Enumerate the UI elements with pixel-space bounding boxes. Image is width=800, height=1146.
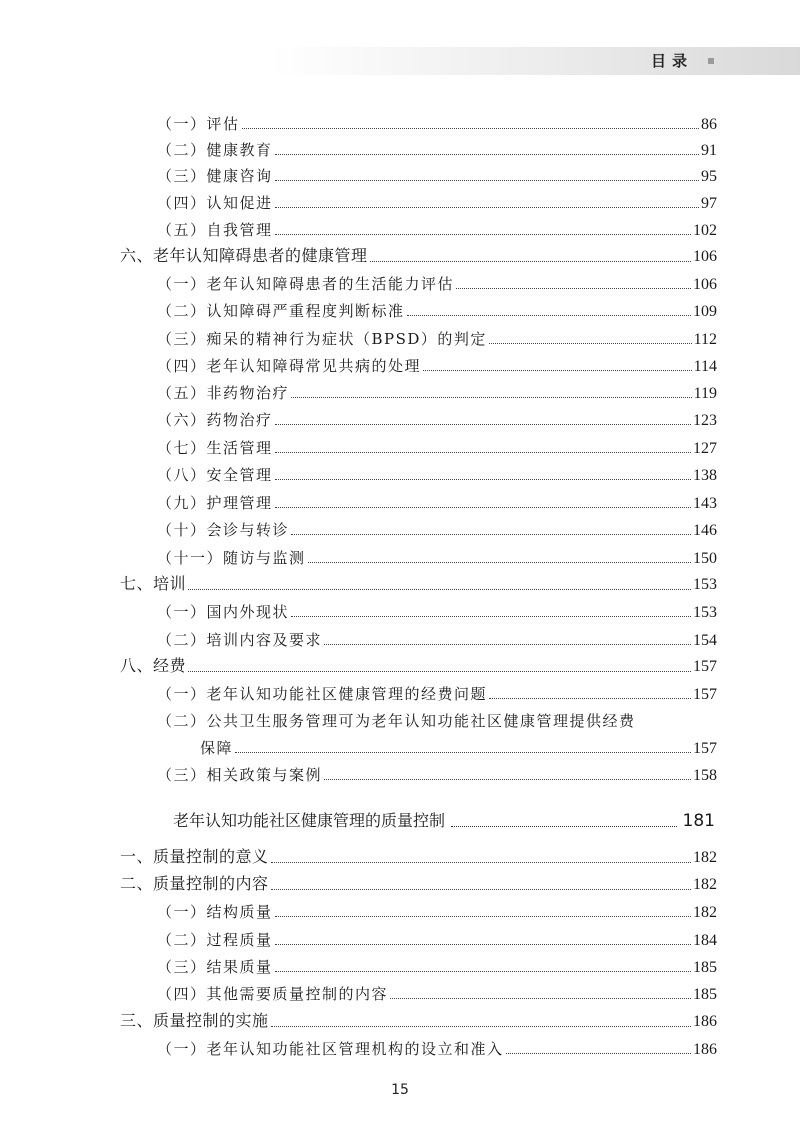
toc-entry-page: 127: [693, 440, 717, 457]
toc-section-page: 181: [682, 811, 715, 831]
toc-entry-title: 二、质量控制的内容: [120, 876, 269, 893]
toc-entry[interactable]: [157, 491, 717, 515]
toc-leader-dots: [275, 506, 691, 508]
toc-entry[interactable]: [157, 381, 717, 405]
toc-entry[interactable]: [157, 272, 717, 296]
toc-entry[interactable]: [157, 164, 717, 188]
toc-entry-page: 153: [693, 604, 717, 621]
toc-entry-page: 143: [693, 495, 717, 512]
toc-leader-dots: [271, 1025, 691, 1027]
toc-entry-page: 119: [693, 385, 717, 402]
toc-leader-dots: [324, 778, 691, 780]
toc-entry[interactable]: [157, 436, 717, 460]
toc-entry[interactable]: [157, 600, 717, 624]
running-header-title: 目录: [651, 52, 694, 70]
toc-entry[interactable]: [157, 682, 717, 706]
toc-entry-page: 158: [693, 767, 717, 784]
toc-entry-title: 六、老年认知障碍患者的健康管理: [120, 248, 368, 265]
toc-entry-page: 106: [693, 276, 717, 293]
toc-entry-page: 97: [701, 195, 717, 212]
toc-entry[interactable]: [157, 546, 717, 570]
toc-entry-title: （二）培训内容及要求: [157, 631, 323, 649]
toc-entry-title: （二）公共卫生服务管理可为老年认知功能社区健康管理提供经费: [157, 712, 636, 730]
toc-entry-title: （三）健康咨询: [157, 167, 273, 185]
toc-entry-title: （八）安全管理: [157, 466, 273, 484]
toc-leader-dots: [271, 888, 691, 890]
toc-leader-dots: [324, 643, 691, 645]
toc-entry-title: 八、经费: [120, 658, 187, 675]
toc-entry-page: 150: [693, 550, 717, 567]
toc-entry-title: （四）认知促进: [157, 194, 273, 212]
toc-entry[interactable]: [157, 1037, 717, 1061]
toc-entry-title: （二）健康教育: [157, 141, 273, 159]
toc-entry[interactable]: [157, 763, 717, 787]
toc-entry-title: （一）评估: [157, 115, 240, 133]
toc-leader-dots: [489, 342, 692, 344]
toc-entry[interactable]: [157, 112, 717, 136]
toc-entry-page: 182: [693, 849, 717, 866]
toc-leader-dots: [489, 697, 691, 699]
toc-entry-continuation[interactable]: [200, 736, 717, 760]
toc-entry[interactable]: [157, 463, 717, 487]
toc-leader-dots: [275, 153, 699, 155]
toc-leader-dots: [451, 826, 677, 827]
toc-entry-title: （六）药物治疗: [157, 411, 273, 429]
toc-chapter-entry[interactable]: [120, 245, 717, 269]
toc-leader-dots: [506, 1052, 691, 1054]
toc-leader-dots: [308, 561, 691, 563]
toc-entry-page: 106: [693, 248, 717, 265]
toc-leader-dots: [291, 396, 692, 398]
toc-leader-dots: [188, 670, 691, 672]
toc-entry-page: 114: [693, 358, 717, 375]
toc-entry-page: 91: [701, 142, 717, 159]
toc-entry-page: 138: [693, 467, 717, 484]
toc-entry[interactable]: [157, 191, 717, 215]
toc-entry-page: 86: [701, 116, 717, 133]
toc-entry-title: （七）生活管理: [157, 439, 273, 457]
toc-entry-page: 102: [693, 222, 717, 239]
toc-leader-dots: [235, 751, 691, 753]
toc-entry[interactable]: [157, 628, 717, 652]
toc-entry[interactable]: [157, 218, 717, 242]
toc-entry-title: （一）老年认知功能社区管理机构的设立和准入: [157, 1040, 504, 1058]
toc-entry-title: （一）国内外现状: [157, 603, 290, 621]
toc-entry[interactable]: [157, 928, 717, 952]
toc-leader-dots: [423, 369, 692, 371]
toc-entry-title: （十）会诊与转诊: [157, 521, 290, 539]
toc-leader-dots: [275, 943, 691, 945]
toc-entry-title: 保障: [200, 739, 234, 757]
toc-entry-page: 184: [693, 932, 717, 949]
toc-entry-page: 146: [693, 522, 717, 539]
toc-entry-title: （二）认知障碍严重程度判断标准: [157, 302, 405, 320]
toc-entry-page: 154: [693, 632, 717, 649]
toc-leader-dots: [456, 287, 691, 289]
toc-entry-page: 157: [693, 686, 717, 703]
toc-leader-dots: [291, 615, 691, 617]
toc-entry-title: （十一）随访与监测: [157, 549, 306, 567]
toc-entry-page: 157: [693, 740, 717, 757]
toc-entry[interactable]: [157, 354, 717, 378]
header-square-mark: [708, 58, 714, 64]
toc-entry-title: （四）其他需要质量控制的内容: [157, 985, 389, 1003]
toc-chapter-entry[interactable]: [120, 873, 717, 897]
toc-leader-dots: [407, 314, 691, 316]
toc-entry-title: 三、质量控制的实施: [120, 1013, 269, 1030]
toc-leader-dots: [275, 206, 699, 208]
toc-entry-page: 182: [693, 876, 717, 893]
toc-section-heading[interactable]: [173, 808, 715, 834]
toc-entry-title: （一）结构质量: [157, 903, 273, 921]
toc-entry[interactable]: [157, 327, 717, 351]
toc-entry-wrapped-line[interactable]: [157, 709, 717, 733]
toc-entry-title: （三）相关政策与案例: [157, 766, 323, 784]
toc-entry[interactable]: [157, 955, 717, 979]
toc-entry-page: 109: [693, 303, 717, 320]
toc-entry-title: （九）护理管理: [157, 494, 273, 512]
toc-leader-dots: [275, 970, 691, 972]
toc-entry[interactable]: [157, 900, 717, 924]
toc-entry-title: （三）结果质量: [157, 958, 273, 976]
toc-entry[interactable]: [157, 518, 717, 542]
toc-entry-title: （三）痴呆的精神行为症状（BPSD）的判定: [157, 330, 487, 348]
toc-entry-page: 185: [693, 986, 717, 1003]
toc-entry[interactable]: [157, 138, 717, 162]
toc-entry-page: 153: [693, 576, 717, 593]
toc-entry-page: 123: [693, 412, 717, 429]
toc-section-title: 老年认知功能社区健康管理的质量控制: [173, 811, 446, 830]
toc-entry-title: （四）老年认知障碍常见共病的处理: [157, 357, 422, 375]
toc-entry-title: 一、质量控制的意义: [120, 849, 269, 866]
header-band: [270, 47, 800, 75]
toc-entry[interactable]: [157, 299, 717, 323]
toc-chapter-entry[interactable]: [120, 846, 717, 870]
toc-leader-dots: [275, 478, 691, 480]
toc-entry-page: 182: [693, 904, 717, 921]
toc-entry-title: （五）自我管理: [157, 221, 273, 239]
toc-leader-dots: [275, 423, 691, 425]
toc-chapter-entry[interactable]: [120, 1010, 717, 1034]
toc-entry[interactable]: [157, 982, 717, 1006]
toc-entry-page: 186: [693, 1013, 717, 1030]
toc-entry-title: （一）老年认知障碍患者的生活能力评估: [157, 275, 455, 293]
toc-leader-dots: [275, 915, 691, 917]
toc-leader-dots: [271, 861, 691, 863]
toc-chapter-entry[interactable]: [120, 573, 717, 597]
toc-leader-dots: [370, 260, 691, 262]
toc-leader-dots: [275, 451, 691, 453]
toc-entry-title: 七、培训: [120, 576, 187, 593]
toc-leader-dots: [291, 533, 691, 535]
toc-leader-dots: [275, 179, 699, 181]
toc-entry-title: （五）非药物治疗: [157, 384, 290, 402]
toc-chapter-entry[interactable]: [120, 655, 717, 679]
toc-entry-title: （二）过程质量: [157, 931, 273, 949]
toc-entry-page: 112: [693, 331, 717, 348]
toc-entry-page: 186: [693, 1041, 717, 1058]
toc-leader-dots: [188, 588, 691, 590]
toc-entry[interactable]: [157, 408, 717, 432]
toc-entry-page: 95: [701, 168, 717, 185]
toc-entry-page: 157: [693, 658, 717, 675]
toc-entry-title: （一）老年认知功能社区健康管理的经费问题: [157, 685, 488, 703]
page-number: 15: [391, 1082, 409, 1098]
toc-leader-dots: [275, 233, 691, 235]
toc-leader-dots: [390, 997, 691, 999]
toc-leader-dots: [242, 127, 699, 129]
toc-entry-page: 185: [693, 959, 717, 976]
